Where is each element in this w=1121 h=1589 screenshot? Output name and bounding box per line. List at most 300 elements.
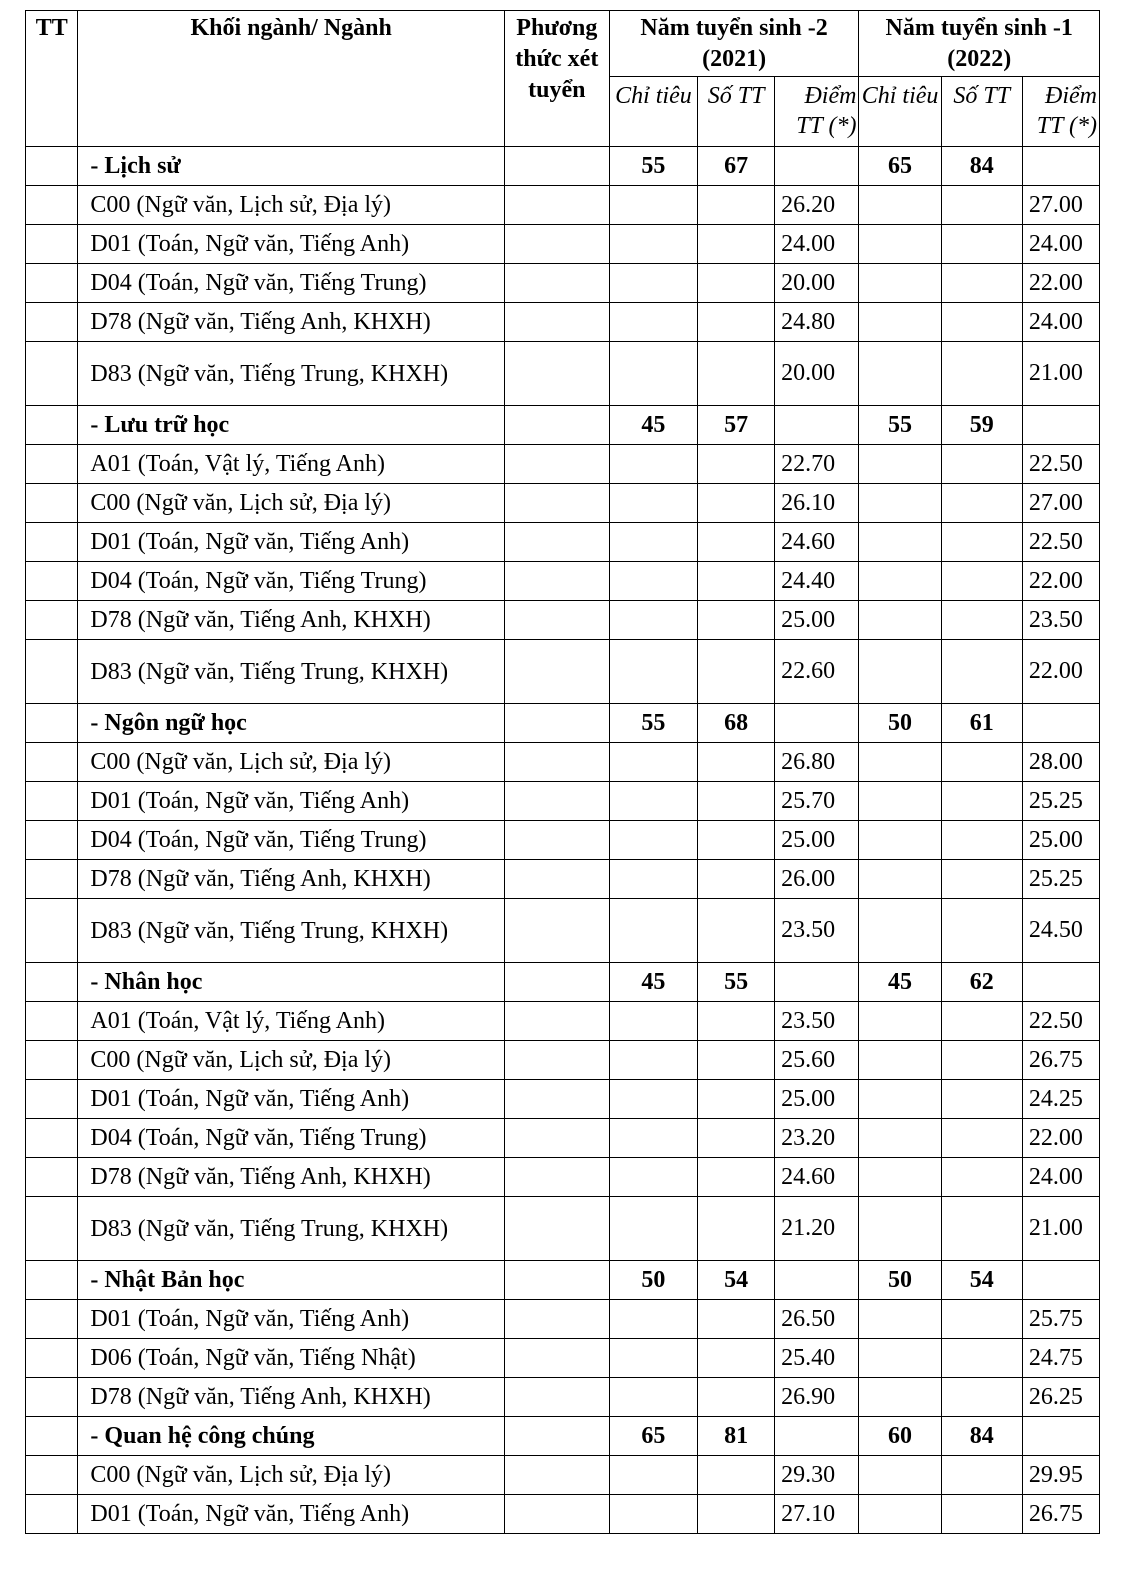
chi-tieu-2022 [859, 264, 941, 303]
diem-tt-2021: 25.60 [775, 1041, 859, 1080]
method-cell [504, 1080, 609, 1119]
tt-cell [26, 601, 78, 640]
diem-tt-2021 [775, 1261, 859, 1300]
method-cell [504, 1261, 609, 1300]
so-tt-2021 [698, 523, 775, 562]
chi-tieu-2022 [859, 640, 941, 704]
diem-tt-2022: 22.00 [1022, 562, 1099, 601]
tt-cell [26, 264, 78, 303]
tt-cell [26, 1041, 78, 1080]
combo-name: D04 (Toán, Ngữ văn, Tiếng Trung) [78, 562, 505, 601]
major-row [26, 963, 1100, 1002]
chi-tieu-2022 [859, 1197, 941, 1261]
method-cell [504, 601, 609, 640]
table-row [26, 186, 1100, 225]
diem-tt-2021: 22.60 [775, 640, 859, 704]
method-cell [504, 342, 609, 406]
chi-tieu-2021 [609, 264, 697, 303]
tt-cell [26, 523, 78, 562]
tt-cell [26, 704, 78, 743]
combo-name: D01 (Toán, Ngữ văn, Tiếng Anh) [78, 1080, 505, 1119]
so-tt-2022 [941, 1339, 1022, 1378]
major-name: - Nhân học [78, 963, 505, 1002]
so-tt-2022 [941, 601, 1022, 640]
chi-tieu-2022 [859, 601, 941, 640]
diem-tt-2022: 22.00 [1022, 264, 1099, 303]
chi-tieu-2022 [859, 1456, 941, 1495]
chi-tieu-2022 [859, 1158, 941, 1197]
diem-tt-2021: 26.00 [775, 860, 859, 899]
combo-name: C00 (Ngữ văn, Lịch sử, Địa lý) [78, 484, 505, 523]
combo-name: D06 (Toán, Ngữ văn, Tiếng Nhật) [78, 1339, 505, 1378]
diem-tt-2022: 26.75 [1022, 1041, 1099, 1080]
tt-cell [26, 225, 78, 264]
diem-tt-2021: 24.80 [775, 303, 859, 342]
combo-name: D83 (Ngữ văn, Tiếng Trung, KHXH) [78, 899, 505, 963]
so-tt-2022: 61 [941, 704, 1022, 743]
so-tt-2021 [698, 342, 775, 406]
so-tt-2022 [941, 523, 1022, 562]
combo-name: D78 (Ngữ văn, Tiếng Anh, KHXH) [78, 860, 505, 899]
so-tt-2022 [941, 743, 1022, 782]
chi-tieu-2022 [859, 1378, 941, 1417]
method-cell [504, 303, 609, 342]
chi-tieu-2022 [859, 860, 941, 899]
method-cell [504, 1041, 609, 1080]
chi-tieu-2021 [609, 186, 697, 225]
chi-tieu-2021: 45 [609, 963, 697, 1002]
method-cell [504, 1339, 609, 1378]
table-row [26, 1041, 1100, 1080]
method-cell [504, 782, 609, 821]
tt-cell [26, 1080, 78, 1119]
method-cell [504, 1119, 609, 1158]
chi-tieu-2021 [609, 782, 697, 821]
diem-tt-2021: 21.20 [775, 1197, 859, 1261]
so-tt-2022 [941, 1378, 1022, 1417]
chi-tieu-2022 [859, 562, 941, 601]
so-tt-2021 [698, 264, 775, 303]
major-row [26, 704, 1100, 743]
so-tt-2021 [698, 562, 775, 601]
table-row [26, 523, 1100, 562]
so-tt-2022 [941, 186, 1022, 225]
header-chi-tieu-2021: Chỉ tiêu [609, 77, 697, 147]
combo-name: D01 (Toán, Ngữ văn, Tiếng Anh) [78, 225, 505, 264]
diem-tt-2021: 25.00 [775, 1080, 859, 1119]
diem-tt-2022: 25.25 [1022, 782, 1099, 821]
admission-score-table [25, 10, 1100, 1534]
diem-tt-2022: 22.00 [1022, 1119, 1099, 1158]
tt-cell [26, 186, 78, 225]
method-cell [504, 963, 609, 1002]
chi-tieu-2021 [609, 899, 697, 963]
tt-cell [26, 743, 78, 782]
so-tt-2022: 54 [941, 1261, 1022, 1300]
table-row [26, 1378, 1100, 1417]
chi-tieu-2021 [609, 640, 697, 704]
diem-tt-2022: 25.75 [1022, 1300, 1099, 1339]
method-cell [504, 821, 609, 860]
so-tt-2022 [941, 1080, 1022, 1119]
so-tt-2021 [698, 821, 775, 860]
chi-tieu-2022 [859, 1002, 941, 1041]
header-diem-tt-2021: Điểm TT (*) [775, 77, 859, 147]
table-row [26, 445, 1100, 484]
method-cell [504, 225, 609, 264]
so-tt-2021 [698, 1339, 775, 1378]
table-row [26, 1080, 1100, 1119]
table-row [26, 1339, 1100, 1378]
method-cell [504, 1495, 609, 1534]
diem-tt-2021 [775, 704, 859, 743]
so-tt-2021 [698, 1197, 775, 1261]
so-tt-2022 [941, 562, 1022, 601]
so-tt-2022 [941, 1456, 1022, 1495]
chi-tieu-2021 [609, 1002, 697, 1041]
diem-tt-2022 [1022, 1261, 1099, 1300]
diem-tt-2021: 23.20 [775, 1119, 859, 1158]
tt-cell [26, 1417, 78, 1456]
tt-cell [26, 147, 78, 186]
table-row [26, 264, 1100, 303]
table-row [26, 640, 1100, 704]
so-tt-2021 [698, 445, 775, 484]
method-cell [504, 523, 609, 562]
table-row [26, 1002, 1100, 1041]
so-tt-2021 [698, 225, 775, 264]
chi-tieu-2022 [859, 225, 941, 264]
diem-tt-2022: 21.00 [1022, 342, 1099, 406]
combo-name: D01 (Toán, Ngữ văn, Tiếng Anh) [78, 782, 505, 821]
header-diem-tt-2022: Điểm TT (*) [1022, 77, 1099, 147]
method-cell [504, 1158, 609, 1197]
major-row [26, 406, 1100, 445]
combo-name: C00 (Ngữ văn, Lịch sử, Địa lý) [78, 186, 505, 225]
chi-tieu-2021 [609, 562, 697, 601]
method-cell [504, 484, 609, 523]
table-row [26, 303, 1100, 342]
tt-cell [26, 782, 78, 821]
combo-name: D01 (Toán, Ngữ văn, Tiếng Anh) [78, 1300, 505, 1339]
chi-tieu-2022: 60 [859, 1417, 941, 1456]
chi-tieu-2021: 45 [609, 406, 697, 445]
chi-tieu-2021: 55 [609, 704, 697, 743]
method-cell [504, 1300, 609, 1339]
combo-name: A01 (Toán, Vật lý, Tiếng Anh) [78, 445, 505, 484]
diem-tt-2022 [1022, 147, 1099, 186]
method-cell [504, 743, 609, 782]
combo-name: D04 (Toán, Ngữ văn, Tiếng Trung) [78, 1119, 505, 1158]
method-cell [504, 899, 609, 963]
diem-tt-2021: 26.50 [775, 1300, 859, 1339]
so-tt-2021 [698, 899, 775, 963]
chi-tieu-2021 [609, 1456, 697, 1495]
tt-cell [26, 1300, 78, 1339]
table-row [26, 782, 1100, 821]
so-tt-2022: 84 [941, 147, 1022, 186]
tt-cell [26, 445, 78, 484]
header-nganh: Khối ngành/ Ngành [78, 11, 505, 147]
chi-tieu-2021 [609, 484, 697, 523]
chi-tieu-2021 [609, 1080, 697, 1119]
so-tt-2021: 54 [698, 1261, 775, 1300]
table-body [26, 147, 1100, 1534]
diem-tt-2022: 25.00 [1022, 821, 1099, 860]
combo-name: D04 (Toán, Ngữ văn, Tiếng Trung) [78, 264, 505, 303]
diem-tt-2022: 25.25 [1022, 860, 1099, 899]
so-tt-2021: 55 [698, 963, 775, 1002]
method-cell [504, 640, 609, 704]
table-row [26, 225, 1100, 264]
diem-tt-2022: 24.00 [1022, 303, 1099, 342]
table-row [26, 484, 1100, 523]
combo-name: D83 (Ngữ văn, Tiếng Trung, KHXH) [78, 342, 505, 406]
so-tt-2021 [698, 640, 775, 704]
combo-name: D83 (Ngữ văn, Tiếng Trung, KHXH) [78, 1197, 505, 1261]
table-row [26, 1119, 1100, 1158]
table-row [26, 1158, 1100, 1197]
diem-tt-2022: 28.00 [1022, 743, 1099, 782]
diem-tt-2022 [1022, 1417, 1099, 1456]
header-tt: TT [26, 11, 78, 147]
combo-name: D01 (Toán, Ngữ văn, Tiếng Anh) [78, 523, 505, 562]
so-tt-2021 [698, 743, 775, 782]
header-year-2021: Năm tuyển sinh -2 (2021) [609, 11, 859, 77]
tt-cell [26, 303, 78, 342]
chi-tieu-2022 [859, 1119, 941, 1158]
method-cell [504, 406, 609, 445]
diem-tt-2021: 29.30 [775, 1456, 859, 1495]
chi-tieu-2022: 65 [859, 147, 941, 186]
combo-name: D78 (Ngữ văn, Tiếng Anh, KHXH) [78, 1158, 505, 1197]
chi-tieu-2022: 50 [859, 704, 941, 743]
tt-cell [26, 1002, 78, 1041]
so-tt-2021 [698, 782, 775, 821]
chi-tieu-2022 [859, 303, 941, 342]
chi-tieu-2022 [859, 1339, 941, 1378]
table-row [26, 1495, 1100, 1534]
tt-cell [26, 821, 78, 860]
so-tt-2021 [698, 1041, 775, 1080]
diem-tt-2022: 24.00 [1022, 225, 1099, 264]
so-tt-2022 [941, 1158, 1022, 1197]
so-tt-2021 [698, 1002, 775, 1041]
major-name: - Lưu trữ học [78, 406, 505, 445]
tt-cell [26, 1495, 78, 1534]
method-cell [504, 1002, 609, 1041]
header-phuong-thuc: Phương thức xét tuyển [504, 11, 609, 147]
chi-tieu-2021 [609, 523, 697, 562]
so-tt-2021: 67 [698, 147, 775, 186]
diem-tt-2021: 20.00 [775, 264, 859, 303]
chi-tieu-2022: 55 [859, 406, 941, 445]
so-tt-2022 [941, 782, 1022, 821]
so-tt-2022 [941, 445, 1022, 484]
tt-cell [26, 562, 78, 601]
chi-tieu-2022 [859, 782, 941, 821]
major-row [26, 1261, 1100, 1300]
combo-name: D78 (Ngữ văn, Tiếng Anh, KHXH) [78, 1378, 505, 1417]
method-cell [504, 1417, 609, 1456]
so-tt-2022 [941, 342, 1022, 406]
chi-tieu-2021 [609, 342, 697, 406]
chi-tieu-2021 [609, 1158, 697, 1197]
chi-tieu-2021 [609, 1339, 697, 1378]
chi-tieu-2022 [859, 342, 941, 406]
combo-name: D01 (Toán, Ngữ văn, Tiếng Anh) [78, 1495, 505, 1534]
so-tt-2022 [941, 1197, 1022, 1261]
diem-tt-2022: 26.75 [1022, 1495, 1099, 1534]
diem-tt-2021: 22.70 [775, 445, 859, 484]
diem-tt-2021: 25.40 [775, 1339, 859, 1378]
diem-tt-2022: 23.50 [1022, 601, 1099, 640]
so-tt-2022: 62 [941, 963, 1022, 1002]
diem-tt-2021 [775, 1417, 859, 1456]
diem-tt-2021: 25.00 [775, 601, 859, 640]
table-row [26, 1456, 1100, 1495]
so-tt-2022 [941, 860, 1022, 899]
diem-tt-2022: 24.00 [1022, 1158, 1099, 1197]
tt-cell [26, 963, 78, 1002]
combo-name: A01 (Toán, Vật lý, Tiếng Anh) [78, 1002, 505, 1041]
diem-tt-2022 [1022, 963, 1099, 1002]
major-name: - Lịch sử [78, 147, 505, 186]
major-name: - Ngôn ngữ học [78, 704, 505, 743]
so-tt-2021 [698, 303, 775, 342]
so-tt-2021 [698, 1158, 775, 1197]
method-cell [504, 186, 609, 225]
tt-cell [26, 1158, 78, 1197]
diem-tt-2022: 22.50 [1022, 523, 1099, 562]
diem-tt-2021: 26.20 [775, 186, 859, 225]
table-row [26, 601, 1100, 640]
so-tt-2021 [698, 1080, 775, 1119]
tt-cell [26, 899, 78, 963]
chi-tieu-2022 [859, 484, 941, 523]
diem-tt-2021: 26.10 [775, 484, 859, 523]
diem-tt-2022: 22.00 [1022, 640, 1099, 704]
method-cell [504, 264, 609, 303]
so-tt-2021 [698, 1456, 775, 1495]
so-tt-2022 [941, 484, 1022, 523]
diem-tt-2022 [1022, 406, 1099, 445]
chi-tieu-2021 [609, 1300, 697, 1339]
tt-cell [26, 406, 78, 445]
combo-name: C00 (Ngữ văn, Lịch sử, Địa lý) [78, 1456, 505, 1495]
chi-tieu-2021: 50 [609, 1261, 697, 1300]
so-tt-2022 [941, 264, 1022, 303]
so-tt-2021 [698, 484, 775, 523]
so-tt-2022: 59 [941, 406, 1022, 445]
so-tt-2021: 57 [698, 406, 775, 445]
diem-tt-2022: 27.00 [1022, 484, 1099, 523]
method-cell [504, 562, 609, 601]
tt-cell [26, 1197, 78, 1261]
so-tt-2021 [698, 1300, 775, 1339]
so-tt-2021 [698, 860, 775, 899]
major-name: - Quan hệ công chúng [78, 1417, 505, 1456]
chi-tieu-2021 [609, 743, 697, 782]
diem-tt-2022: 22.50 [1022, 1002, 1099, 1041]
chi-tieu-2021 [609, 445, 697, 484]
so-tt-2022: 84 [941, 1417, 1022, 1456]
so-tt-2022 [941, 303, 1022, 342]
tt-cell [26, 860, 78, 899]
diem-tt-2021: 24.40 [775, 562, 859, 601]
diem-tt-2021 [775, 406, 859, 445]
chi-tieu-2022 [859, 445, 941, 484]
diem-tt-2022: 26.25 [1022, 1378, 1099, 1417]
combo-name: D78 (Ngữ văn, Tiếng Anh, KHXH) [78, 303, 505, 342]
diem-tt-2021: 24.60 [775, 1158, 859, 1197]
table-row [26, 1300, 1100, 1339]
table-row [26, 821, 1100, 860]
chi-tieu-2022 [859, 186, 941, 225]
so-tt-2022 [941, 1119, 1022, 1158]
diem-tt-2022: 22.50 [1022, 445, 1099, 484]
chi-tieu-2021 [609, 1119, 697, 1158]
header-so-tt-2021: Số TT [698, 77, 775, 147]
so-tt-2021 [698, 1119, 775, 1158]
header-so-tt-2022: Số TT [941, 77, 1022, 147]
table-row [26, 342, 1100, 406]
so-tt-2022 [941, 1002, 1022, 1041]
chi-tieu-2021 [609, 1378, 697, 1417]
diem-tt-2021: 23.50 [775, 899, 859, 963]
method-cell [504, 1456, 609, 1495]
tt-cell [26, 1339, 78, 1378]
chi-tieu-2021 [609, 1495, 697, 1534]
chi-tieu-2021 [609, 225, 697, 264]
diem-tt-2021 [775, 963, 859, 1002]
combo-name: D04 (Toán, Ngữ văn, Tiếng Trung) [78, 821, 505, 860]
diem-tt-2022: 24.50 [1022, 899, 1099, 963]
so-tt-2021: 68 [698, 704, 775, 743]
chi-tieu-2021: 65 [609, 1417, 697, 1456]
chi-tieu-2022 [859, 1080, 941, 1119]
tt-cell [26, 1456, 78, 1495]
diem-tt-2022: 27.00 [1022, 186, 1099, 225]
method-cell [504, 704, 609, 743]
so-tt-2022 [941, 821, 1022, 860]
diem-tt-2021: 23.50 [775, 1002, 859, 1041]
diem-tt-2022: 24.75 [1022, 1339, 1099, 1378]
chi-tieu-2021 [609, 821, 697, 860]
tt-cell [26, 640, 78, 704]
table-row [26, 743, 1100, 782]
diem-tt-2021: 26.90 [775, 1378, 859, 1417]
chi-tieu-2022: 45 [859, 963, 941, 1002]
so-tt-2021 [698, 1495, 775, 1534]
tt-cell [26, 342, 78, 406]
tt-cell [26, 1119, 78, 1158]
chi-tieu-2022 [859, 1300, 941, 1339]
chi-tieu-2022 [859, 1041, 941, 1080]
method-cell [504, 1378, 609, 1417]
chi-tieu-2021 [609, 303, 697, 342]
tt-cell [26, 1261, 78, 1300]
diem-tt-2021: 20.00 [775, 342, 859, 406]
major-name: - Nhật Bản học [78, 1261, 505, 1300]
so-tt-2021 [698, 1378, 775, 1417]
so-tt-2022 [941, 1300, 1022, 1339]
diem-tt-2021: 24.00 [775, 225, 859, 264]
so-tt-2022 [941, 899, 1022, 963]
combo-name: D83 (Ngữ văn, Tiếng Trung, KHXH) [78, 640, 505, 704]
so-tt-2022 [941, 1495, 1022, 1534]
so-tt-2022 [941, 225, 1022, 264]
